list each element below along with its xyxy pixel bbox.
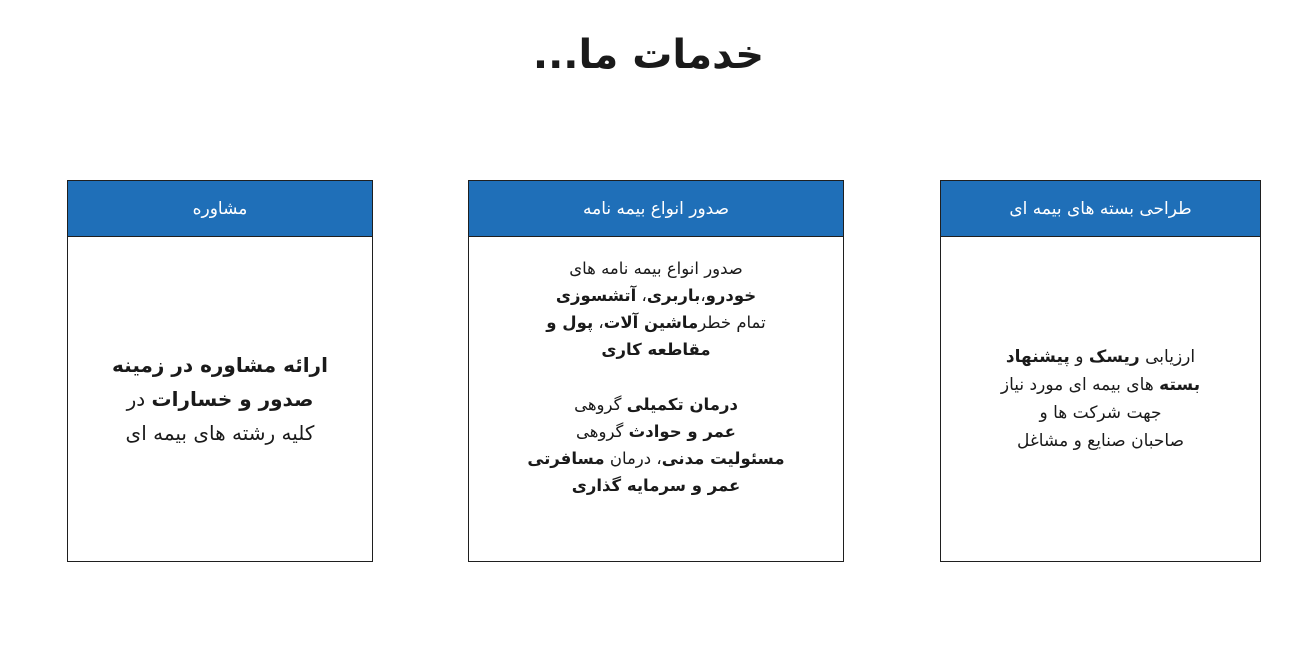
consulting-line-2 <box>82 382 358 416</box>
issuance-text: ، درمان <box>604 449 662 468</box>
issuance-emphasis: مقاطعه کاری <box>601 340 711 359</box>
packages-emphasis: بسته <box>1159 375 1201 395</box>
packages-line-2 <box>955 371 1246 399</box>
packages-line-4: صاحبان صنایع و مشاغل <box>1016 431 1185 451</box>
issuance-text: تمام خطر <box>698 313 766 332</box>
issuance-line-5 <box>483 391 829 418</box>
issuance-line-8 <box>483 472 829 499</box>
consulting-emphasis: ارائه مشاوره در زمینه <box>112 353 328 377</box>
card-header-issuance: صدور انواع بیمه نامه <box>469 181 843 237</box>
issuance-emphasis: ماشین آلات <box>603 313 699 332</box>
issuance-text: گروهی <box>574 395 627 414</box>
consulting-line-1 <box>82 348 358 382</box>
packages-text: ارزیابی <box>1139 347 1196 367</box>
issuance-emphasis: درمان تکمیلی <box>626 395 738 414</box>
issuance-emphasis: پول و <box>546 313 594 332</box>
card-body-packages <box>941 237 1260 561</box>
card-header-packages: طراحی بسته های بیمه ای <box>941 181 1260 237</box>
service-card-consulting <box>67 180 373 562</box>
issuance-line-6 <box>483 418 829 445</box>
consulting-emphasis: صدور و خسارات <box>151 387 314 411</box>
issuance-emphasis: خودرو <box>705 286 757 305</box>
issuance-line-2 <box>483 282 829 309</box>
consulting-text: در <box>126 387 152 411</box>
service-card-packages <box>940 180 1261 562</box>
issuance-line-1: صدور انواع بیمه نامه های <box>569 259 743 278</box>
issuance-text: گروهی <box>576 422 629 441</box>
packages-text: و <box>1069 347 1089 367</box>
service-card-issuance <box>468 180 844 562</box>
issuance-line-3 <box>483 309 829 336</box>
issuance-emphasis: باربری <box>646 286 701 305</box>
packages-line-3: جهت شرکت ها و <box>1039 403 1162 423</box>
packages-emphasis: ریسک <box>1088 347 1140 367</box>
card-header-consulting: مشاوره <box>68 181 372 237</box>
card-body-issuance <box>469 237 843 561</box>
packages-text: های بیمه ای مورد نیاز <box>1000 375 1160 395</box>
issuance-text: ، <box>700 286 706 305</box>
issuance-line-4 <box>483 336 829 363</box>
issuance-emphasis: آتشسوزی <box>555 286 637 305</box>
card-body-consulting <box>68 237 372 561</box>
issuance-line-7 <box>483 445 829 472</box>
consulting-line-3: کلیه رشته های بیمه ای <box>125 421 315 445</box>
issuance-emphasis: مسافرتی <box>527 449 605 468</box>
packages-emphasis: پیشنهاد <box>1005 347 1070 367</box>
issuance-emphasis: عمر و سرمایه گذاری <box>571 476 741 495</box>
packages-line-1 <box>955 343 1246 371</box>
page-title: خدمات ما... <box>532 32 765 78</box>
issuance-text: ، <box>593 313 604 332</box>
issuance-spacer <box>483 363 829 391</box>
issuance-emphasis: مسئولیت مدنی <box>661 449 785 468</box>
issuance-emphasis: عمر و حوادث <box>628 422 736 441</box>
issuance-text: ، <box>636 286 647 305</box>
